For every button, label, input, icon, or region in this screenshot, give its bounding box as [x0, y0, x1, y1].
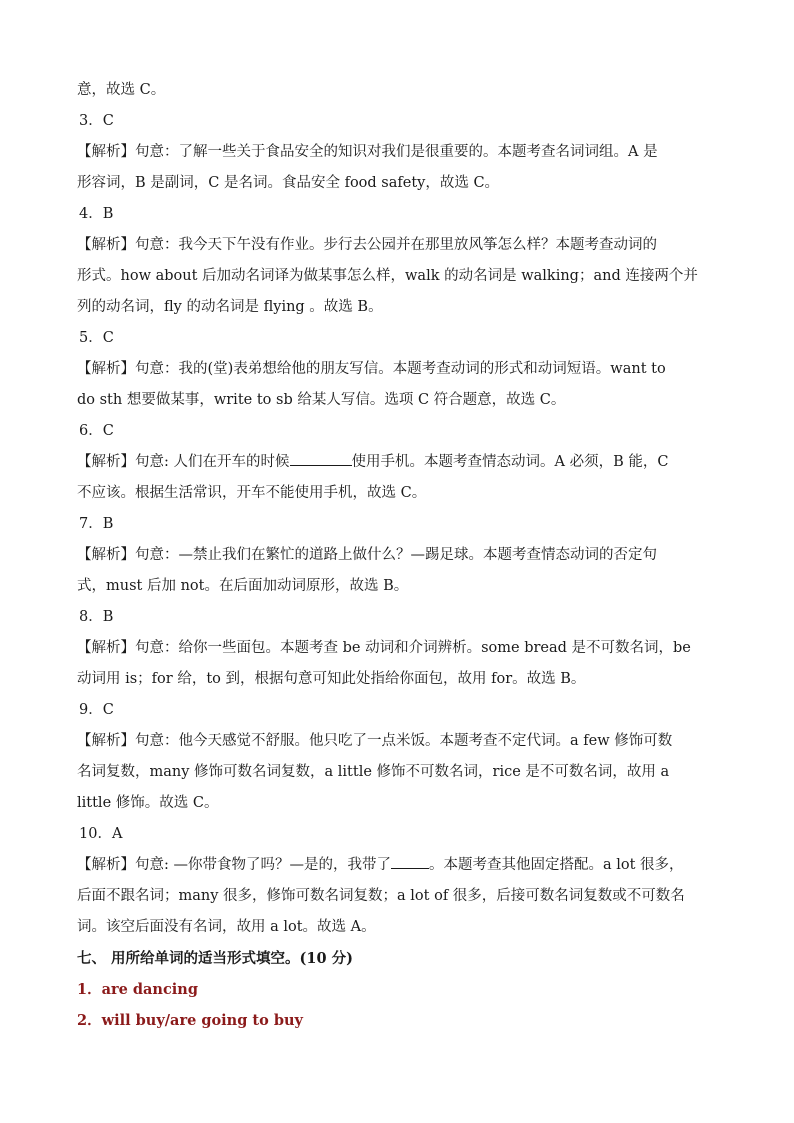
answer-explanations — [77, 75, 719, 1036]
text-line: 形式。how about 后加动名词译为做某事怎么样，walk 的动名词是 walking；and 连接两个并 — [77, 268, 698, 284]
answer-blank — [391, 854, 429, 869]
text-line: 式，must 后加 not。在后面加动词原形，故选 B。 — [77, 578, 409, 594]
text-segment: 【解析】句意: 人们在开车的时候 — [77, 454, 290, 470]
text-line: 不应该。根据生活常识，开车不能使用手机，故选 C。 — [77, 485, 427, 501]
text-line: 【解析】句意：—禁止我们在繁忙的道路上做什么？—踢足球。本题考查情态动词的否定句 — [77, 547, 657, 563]
text-line-with-blank — [77, 447, 719, 478]
text-line: 名词复数，many 修饰可数名词复数，a little 修饰不可数名词，rice 是不可数名词，故用 a — [77, 764, 670, 780]
text-segment: 【解析】句意: —你带食物了吗？—是的，我带了 — [77, 857, 391, 873]
answer-number: 4．B — [79, 206, 114, 222]
text-line: do sth 想要做某事，write to sb 给某人写信。选项 C 符合题意，故选 C。 — [77, 392, 566, 408]
section-heading: 七、 用所给单词的适当形式填空。(10 分) — [77, 950, 353, 967]
text-line: 后面不跟名词；many 很多，修饰可数名词复数；a lot of 很多，后接可数名词复数或不可数名 — [77, 888, 685, 904]
answer-number: 6．C — [79, 423, 114, 439]
answer-number: 9．C — [79, 702, 114, 718]
answer-blank — [290, 451, 352, 466]
answer-number: 3．C — [79, 113, 114, 129]
text-line: 【解析】句意：我的(堂)表弟想给他的朋友写信。本题考查动词的形式和动词短语。want to — [77, 361, 666, 377]
text-line: little 修饰。故选 C。 — [77, 795, 219, 811]
text-line: 意，故选 C。 — [77, 82, 166, 98]
text-line: 列的动名词，fly 的动名词是 flying 。故选 B。 — [77, 299, 383, 315]
text-segment: 。本题考查其他固定搭配。a lot 很多， — [429, 857, 684, 873]
text-line: 形容词，B 是副词，C 是名词。食品安全 food safety，故选 C。 — [77, 175, 500, 191]
text-line: 词。该空后面没有名词，故用 a lot。故选 A。 — [77, 919, 376, 935]
answer-number: 8．B — [79, 609, 114, 625]
fill-answer: 1．are dancing — [77, 981, 198, 998]
text-line-with-blank — [77, 850, 719, 881]
text-line: 【解析】句意：了解一些关于食品安全的知识对我们是很重要的。本题考查名词词组。A 是 — [77, 144, 658, 160]
answer-number: 7．B — [79, 516, 114, 532]
answer-number: 5．C — [79, 330, 114, 346]
text-segment: 使用手机。本题考查情态动词。A 必须，B 能，C — [351, 454, 669, 470]
fill-answer: 2．will buy/are going to buy — [77, 1012, 303, 1029]
text-line: 【解析】句意：他今天感觉不舒服。他只吃了一点米饭。本题考查不定代词。a few 修饰可数 — [77, 733, 673, 749]
answer-number: 10．A — [79, 826, 123, 842]
text-line: 【解析】句意：给你一些面包。本题考查 be 动词和介词辨析。some bread 是不可数名词，be — [77, 640, 691, 656]
text-line: 动词用 is；for 给，to 到，根据句意可知此处指给你面包，故用 for。故选 B。 — [77, 671, 586, 687]
text-line: 【解析】句意：我今天下午没有作业。步行去公园并在那里放风筝怎么样？本题考查动词的 — [77, 237, 657, 253]
